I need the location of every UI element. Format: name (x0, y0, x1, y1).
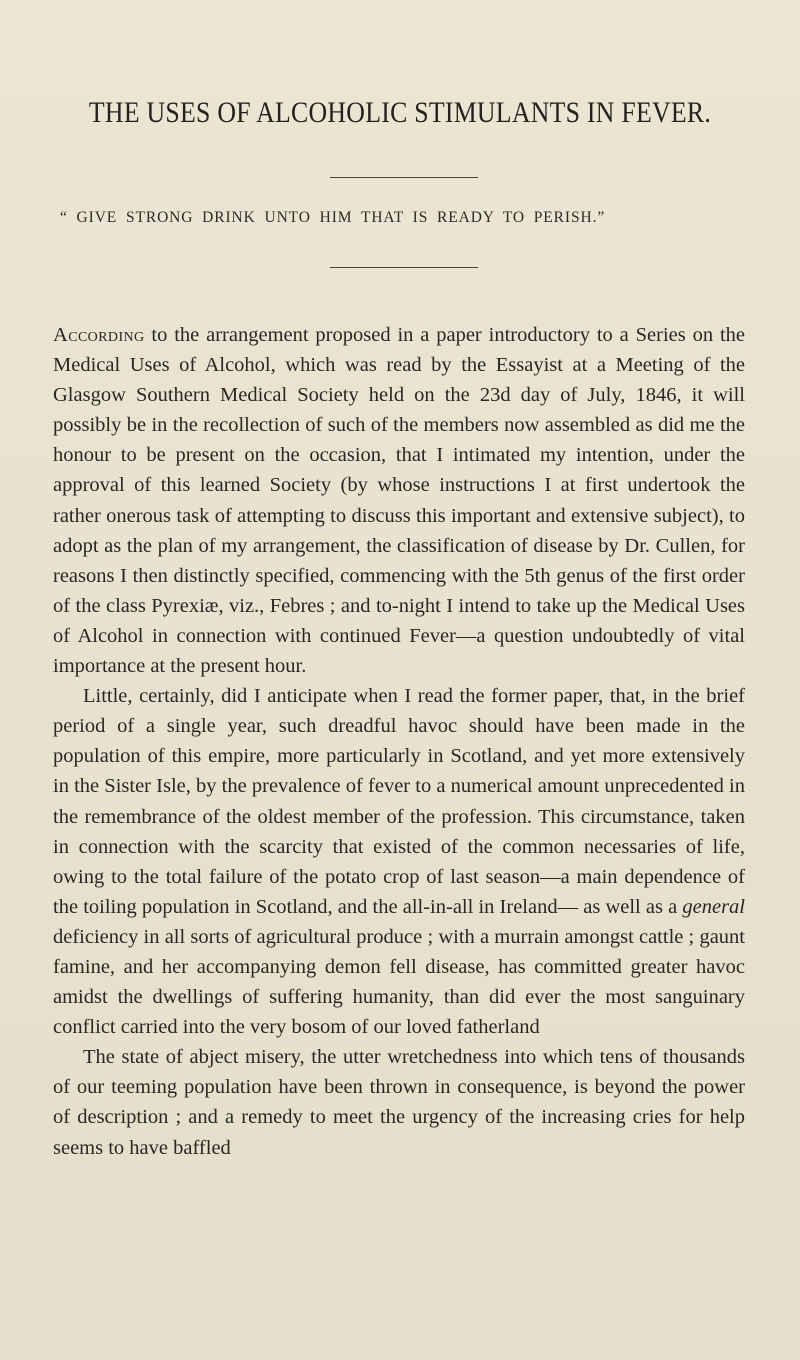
page-title: THE USES OF ALCOHOLIC STIMULANTS IN FEVER. (88, 96, 712, 129)
paragraph-3 (53, 1042, 745, 1162)
paragraph-2 (53, 681, 745, 1042)
epigraph: “ GIVE STRONG DRINK UNTO HIM THAT IS READY TO PERISH.” (60, 209, 606, 226)
paragraph-1-lead: According (53, 324, 145, 346)
epigraph-divider-bottom (330, 267, 478, 268)
paragraph-1-text: to the arrangement proposed in a paper introductory to a Series on the Medical Uses of Alcohol, which was read by the Essayist at a Meeting of the Glasgow Southern Medical Society held on the 23d day of July, 1846, it will possibly be in the recollection of such of the members now assembled as did me the honour to be present on the occasion, that I intimated my intention, under the approval of this learned Society (by whose instructions I at first undertook the rather onerous task of attempting to discuss this important and extensive subject), to adopt as the plan of my arrangement, the classification of disease by Dr. Cullen, for reasons I then distinctly specified, commencing with the 5th genus of the first order of the class Pyrexiæ, viz., Febres ; and to-night I intend to take up the Medical Uses of Alcohol in connection with continued Fever—a question undoubtedly of vital importance at the present hour. (53, 324, 745, 678)
paragraph-2-emphasis: general (682, 895, 745, 918)
paragraph-1 (53, 320, 745, 681)
paragraph-2-text-after: deficiency in all sorts of agricultural produce ; with a murrain amongst cattle ; gaunt famine, and her accompanying demon fell disease, has committed greater havoc amidst the dwellings of suffering humanity, than did ever the most sanguinary conflict carried into the very bosom of our loved fatherland (53, 925, 745, 1039)
title-divider-top (330, 177, 478, 178)
paragraph-3-text: The state of abject misery, the utter wretchedness into which tens of thousands of our teeming population have been thrown in consequence, is beyond the power of description ; and a remedy to meet the urgency of the increasing cries for help seems to have baffled (53, 1046, 745, 1159)
body-text (53, 320, 745, 1163)
paragraph-2-text-before: Little, certainly, did I anticipate when I read the former paper, that, in the brief period of a single year, such dreadful havoc should have been made in the population of this empire, more particularly in Scotland, and yet more extensively in the Sister Isle, by the prevalence of fever to a numerical amount unprecedented in the remembrance of the oldest member of the profession. This circumstance, taken in connection with the scarcity that existed of the common necessaries of life, owing to the total failure of the potato crop of last season—a main dependence of the toiling population in Scotland, and the all-in-all in Ireland— as well as a (53, 685, 745, 918)
